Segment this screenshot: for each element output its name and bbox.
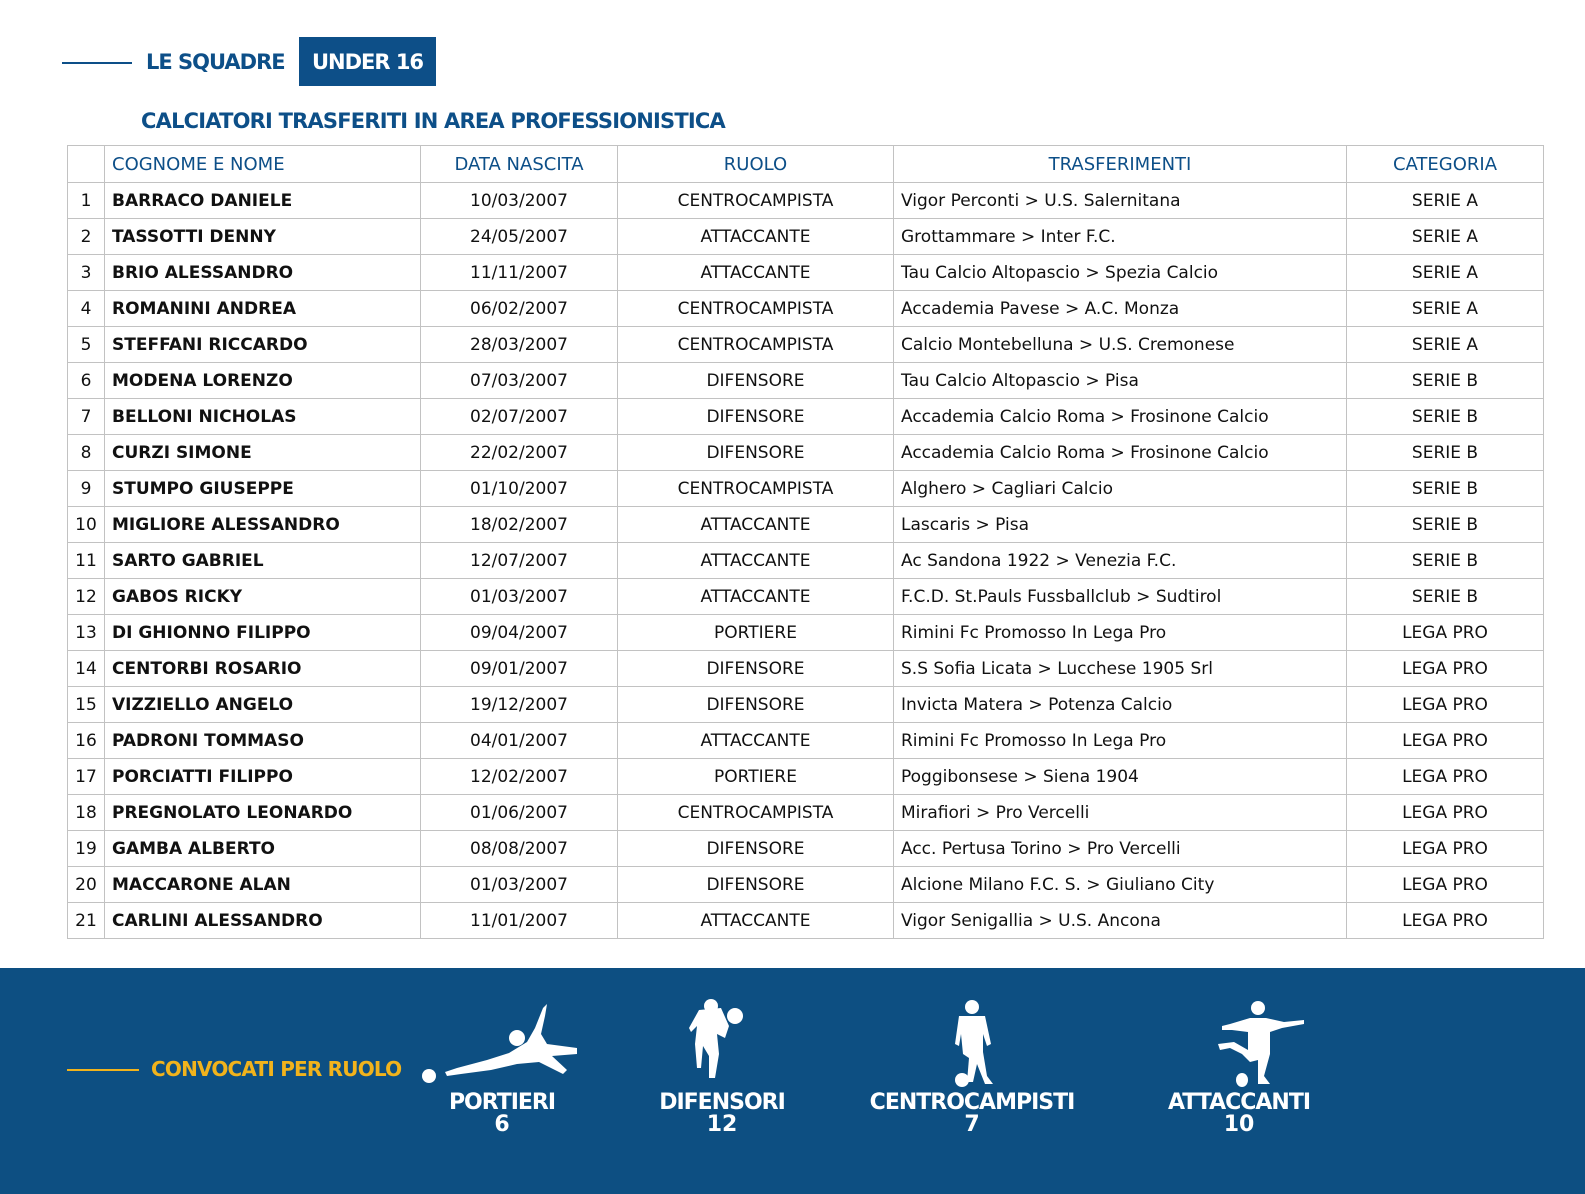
table-row	[68, 903, 1544, 939]
row-number-cell: 6	[68, 363, 105, 399]
row-number-cell: 12	[68, 579, 105, 615]
role-name: PORTIERI	[448, 1090, 556, 1115]
birth-date-cell: 08/08/2007	[421, 831, 618, 867]
player-name-cell: SARTO GABRIEL	[105, 543, 421, 579]
section-label: LE SQUADRE	[146, 50, 285, 74]
player-name-cell: BARRACO DANIELE	[105, 183, 421, 219]
player-name-cell: MODENA LORENZO	[105, 363, 421, 399]
role-count: 7	[964, 1112, 980, 1137]
player-name-cell: CENTORBI ROSARIO	[105, 651, 421, 687]
table-row	[68, 687, 1544, 723]
player-name-cell: PADRONI TOMMASO	[105, 723, 421, 759]
player-role-cell: ATTACCANTE	[618, 579, 894, 615]
category-cell: SERIE A	[1347, 219, 1544, 255]
page-title: CALCIATORI TRASFERITI IN AREA PROFESSIONISTICA	[141, 109, 725, 133]
category-cell: LEGA PRO	[1347, 903, 1544, 939]
table-row	[68, 471, 1544, 507]
category-cell: SERIE B	[1347, 543, 1544, 579]
table-row	[68, 435, 1544, 471]
player-role-cell: ATTACCANTE	[618, 543, 894, 579]
player-role-cell: CENTROCAMPISTA	[618, 795, 894, 831]
category-cell: SERIE A	[1347, 255, 1544, 291]
player-role-cell: ATTACCANTE	[618, 903, 894, 939]
row-number-cell: 18	[68, 795, 105, 831]
transfer-info-cell: Vigor Senigallia > U.S. Ancona	[894, 903, 1347, 939]
category-cell: LEGA PRO	[1347, 615, 1544, 651]
transfer-info-cell: Tau Calcio Altopascio > Pisa	[894, 363, 1347, 399]
player-name-cell: STEFFANI RICCARDO	[105, 327, 421, 363]
transfer-info-cell: Rimini Fc Promosso In Lega Pro	[894, 615, 1347, 651]
category-cell: LEGA PRO	[1347, 795, 1544, 831]
category-cell: LEGA PRO	[1347, 867, 1544, 903]
transfer-info-cell: F.C.D. St.Pauls Fussballclub > Sudtirol	[894, 579, 1347, 615]
player-role-cell: CENTROCAMPISTA	[618, 291, 894, 327]
column-header-transfers: TRASFERIMENTI	[894, 146, 1347, 183]
player-name-cell: DI GHIONNO FILIPPO	[105, 615, 421, 651]
table-row	[68, 759, 1544, 795]
player-role-cell: CENTROCAMPISTA	[618, 471, 894, 507]
birth-date-cell: 09/01/2007	[421, 651, 618, 687]
birth-date-cell: 10/03/2007	[421, 183, 618, 219]
footer-divider-line	[67, 1069, 139, 1071]
table-row	[68, 615, 1544, 651]
transfer-info-cell: Rimini Fc Promosso In Lega Pro	[894, 723, 1347, 759]
table-row	[68, 327, 1544, 363]
transfer-info-cell: Poggibonsese > Siena 1904	[894, 759, 1347, 795]
category-cell: SERIE A	[1347, 183, 1544, 219]
table-row	[68, 219, 1544, 255]
table-row	[68, 723, 1544, 759]
defender-icon	[637, 998, 807, 1088]
role-stat-defenders	[592, 998, 852, 1136]
birth-date-cell: 01/03/2007	[421, 867, 618, 903]
player-role-cell: DIFENSORE	[618, 363, 894, 399]
row-number-cell: 17	[68, 759, 105, 795]
role-name: ATTACCANTI	[1167, 1090, 1311, 1115]
transfer-info-cell: Calcio Montebelluna > U.S. Cremonese	[894, 327, 1347, 363]
role-summary-footer	[0, 968, 1585, 1194]
table-header-row	[68, 146, 1544, 183]
birth-date-cell: 09/04/2007	[421, 615, 618, 651]
row-number-cell: 7	[68, 399, 105, 435]
player-name-cell: MACCARONE ALAN	[105, 867, 421, 903]
player-name-cell: BELLONI NICHOLAS	[105, 399, 421, 435]
player-role-cell: DIFENSORE	[618, 831, 894, 867]
player-role-cell: DIFENSORE	[618, 687, 894, 723]
category-cell: SERIE B	[1347, 399, 1544, 435]
row-number-cell: 10	[68, 507, 105, 543]
player-name-cell: GABOS RICKY	[105, 579, 421, 615]
birth-date-cell: 19/12/2007	[421, 687, 618, 723]
category-cell: LEGA PRO	[1347, 831, 1544, 867]
team-badge: UNDER 16	[299, 37, 436, 86]
player-name-cell: MIGLIORE ALESSANDRO	[105, 507, 421, 543]
player-name-cell: PORCIATTI FILIPPO	[105, 759, 421, 795]
birth-date-cell: 07/03/2007	[421, 363, 618, 399]
transfer-info-cell: Accademia Calcio Roma > Frosinone Calcio	[894, 435, 1347, 471]
table-row	[68, 543, 1544, 579]
table-row	[68, 795, 1544, 831]
midfielder-icon	[887, 998, 1057, 1088]
player-name-cell: TASSOTTI DENNY	[105, 219, 421, 255]
transfer-info-cell: Grottammare > Inter F.C.	[894, 219, 1347, 255]
player-name-cell: PREGNOLATO LEONARDO	[105, 795, 421, 831]
row-number-cell: 14	[68, 651, 105, 687]
row-number-cell: 3	[68, 255, 105, 291]
table-row	[68, 399, 1544, 435]
table-row	[68, 183, 1544, 219]
player-role-cell: DIFENSORE	[618, 651, 894, 687]
player-role-cell: PORTIERE	[618, 759, 894, 795]
table-row	[68, 831, 1544, 867]
role-stat-midfielders	[842, 998, 1102, 1136]
row-number-cell: 2	[68, 219, 105, 255]
role-name: DIFENSORI	[659, 1090, 785, 1115]
transfer-info-cell: Vigor Perconti > U.S. Salernitana	[894, 183, 1347, 219]
category-cell: SERIE B	[1347, 507, 1544, 543]
transfer-info-cell: Invicta Matera > Potenza Calcio	[894, 687, 1347, 723]
table-row	[68, 363, 1544, 399]
table-row	[68, 507, 1544, 543]
player-name-cell: BRIO ALESSANDRO	[105, 255, 421, 291]
role-count: 10	[1223, 1112, 1255, 1137]
birth-date-cell: 01/03/2007	[421, 579, 618, 615]
row-number-cell: 4	[68, 291, 105, 327]
birth-date-cell: 24/05/2007	[421, 219, 618, 255]
row-number-cell: 1	[68, 183, 105, 219]
birth-date-cell: 22/02/2007	[421, 435, 618, 471]
transfer-info-cell: Mirafiori > Pro Vercelli	[894, 795, 1347, 831]
transfer-info-cell: Accademia Calcio Roma > Frosinone Calcio	[894, 399, 1347, 435]
column-header-birthdate: DATA NASCITA	[421, 146, 618, 183]
player-role-cell: PORTIERE	[618, 615, 894, 651]
category-cell: LEGA PRO	[1347, 759, 1544, 795]
category-cell: SERIE B	[1347, 579, 1544, 615]
birth-date-cell: 11/01/2007	[421, 903, 618, 939]
birth-date-cell: 18/02/2007	[421, 507, 618, 543]
player-name-cell: CURZI SIMONE	[105, 435, 421, 471]
category-cell: LEGA PRO	[1347, 687, 1544, 723]
table-row	[68, 579, 1544, 615]
player-role-cell: DIFENSORE	[618, 435, 894, 471]
row-number-cell: 16	[68, 723, 105, 759]
column-header-category: CATEGORIA	[1347, 146, 1544, 183]
table-row	[68, 291, 1544, 327]
row-number-cell: 5	[68, 327, 105, 363]
category-cell: SERIE A	[1347, 327, 1544, 363]
birth-date-cell: 04/01/2007	[421, 723, 618, 759]
row-number-cell: 13	[68, 615, 105, 651]
category-cell: LEGA PRO	[1347, 651, 1544, 687]
row-number-cell: 21	[68, 903, 105, 939]
row-number-cell: 8	[68, 435, 105, 471]
transfer-info-cell: Ac Sandona 1922 > Venezia F.C.	[894, 543, 1347, 579]
header-divider-line	[62, 62, 132, 64]
striker-icon	[1154, 998, 1324, 1088]
role-count: 12	[706, 1112, 738, 1137]
row-number-cell: 20	[68, 867, 105, 903]
table-body	[68, 183, 1544, 939]
goalkeeper-icon	[417, 998, 587, 1088]
transfer-info-cell: Lascaris > Pisa	[894, 507, 1347, 543]
row-number-cell: 9	[68, 471, 105, 507]
player-name-cell: STUMPO GIUSEPPE	[105, 471, 421, 507]
player-role-cell: ATTACCANTE	[618, 255, 894, 291]
category-cell: SERIE B	[1347, 471, 1544, 507]
category-cell: SERIE B	[1347, 435, 1544, 471]
row-number-cell: 15	[68, 687, 105, 723]
player-role-cell: ATTACCANTE	[618, 507, 894, 543]
table-row	[68, 255, 1544, 291]
role-stat-strikers	[1109, 998, 1369, 1136]
table-row	[68, 651, 1544, 687]
row-number-cell: 11	[68, 543, 105, 579]
player-role-cell: ATTACCANTE	[618, 723, 894, 759]
column-header-number	[68, 146, 105, 183]
birth-date-cell: 11/11/2007	[421, 255, 618, 291]
birth-date-cell: 01/10/2007	[421, 471, 618, 507]
player-name-cell: GAMBA ALBERTO	[105, 831, 421, 867]
transfer-info-cell: Tau Calcio Altopascio > Spezia Calcio	[894, 255, 1347, 291]
role-name: CENTROCAMPISTI	[869, 1090, 1075, 1115]
transfer-info-cell: S.S Sofia Licata > Lucchese 1905 Srl	[894, 651, 1347, 687]
player-role-cell: DIFENSORE	[618, 399, 894, 435]
column-header-role: RUOLO	[618, 146, 894, 183]
birth-date-cell: 12/07/2007	[421, 543, 618, 579]
player-role-cell: CENTROCAMPISTA	[618, 327, 894, 363]
role-count: 6	[494, 1112, 510, 1137]
footer-label: CONVOCATI PER RUOLO	[151, 1057, 402, 1081]
player-role-cell: ATTACCANTE	[618, 219, 894, 255]
player-role-cell: CENTROCAMPISTA	[618, 183, 894, 219]
category-cell: LEGA PRO	[1347, 723, 1544, 759]
player-name-cell: CARLINI ALESSANDRO	[105, 903, 421, 939]
transfer-info-cell: Alcione Milano F.C. S. > Giuliano City	[894, 867, 1347, 903]
transferred-players-table	[67, 145, 1544, 939]
player-name-cell: VIZZIELLO ANGELO	[105, 687, 421, 723]
category-cell: SERIE B	[1347, 363, 1544, 399]
birth-date-cell: 28/03/2007	[421, 327, 618, 363]
birth-date-cell: 12/02/2007	[421, 759, 618, 795]
row-number-cell: 19	[68, 831, 105, 867]
birth-date-cell: 01/06/2007	[421, 795, 618, 831]
player-role-cell: DIFENSORE	[618, 867, 894, 903]
player-name-cell: ROMANINI ANDREA	[105, 291, 421, 327]
category-cell: SERIE A	[1347, 291, 1544, 327]
birth-date-cell: 02/07/2007	[421, 399, 618, 435]
transfer-info-cell: Acc. Pertusa Torino > Pro Vercelli	[894, 831, 1347, 867]
table-row	[68, 867, 1544, 903]
transfer-info-cell: Alghero > Cagliari Calcio	[894, 471, 1347, 507]
transfer-info-cell: Accademia Pavese > A.C. Monza	[894, 291, 1347, 327]
birth-date-cell: 06/02/2007	[421, 291, 618, 327]
column-header-name: COGNOME E NOME	[105, 146, 421, 183]
